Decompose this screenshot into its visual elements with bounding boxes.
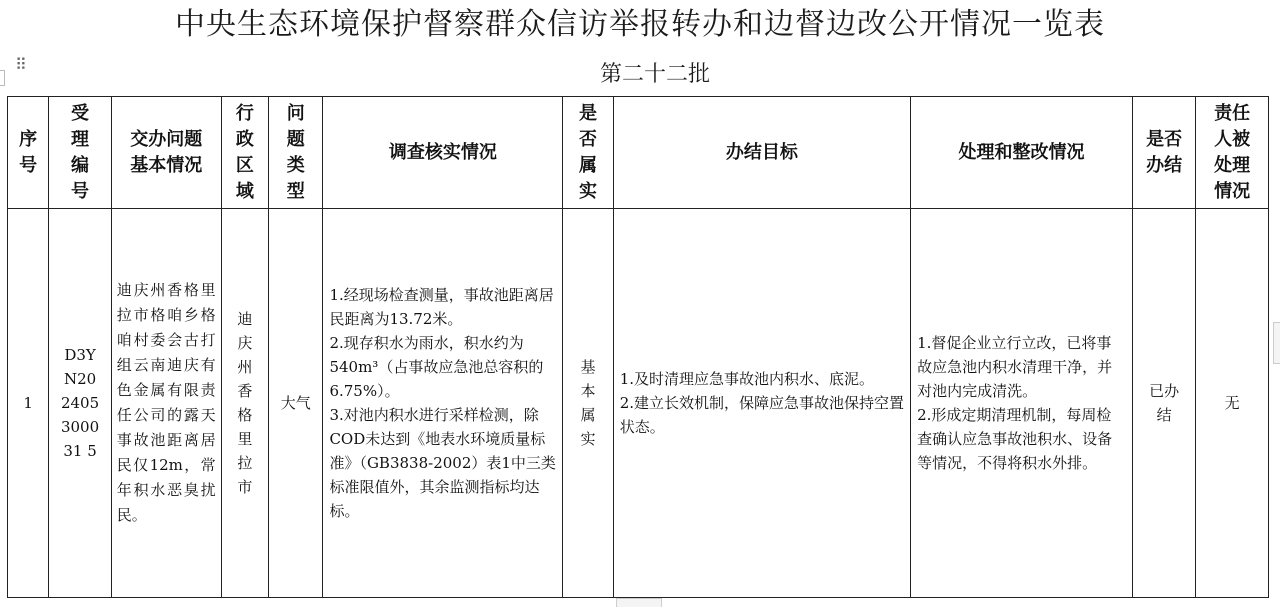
header-accountability: 责任人被处理情况 [1196, 97, 1269, 209]
investigation-item: 1.经现场检查测量，事故池距离居民距离为13.72米。 [329, 286, 554, 328]
batch-label: 第二十二批 [599, 62, 710, 87]
cell-accountability: 无 [1196, 209, 1269, 598]
cell-type: 大气 [269, 209, 323, 598]
header-type: 问题类型 [269, 97, 323, 209]
cell-verified: 基本属实 [563, 209, 613, 598]
cell-closed: 已办结 [1132, 209, 1196, 598]
page-title: 中央生态环境保护督察群众信访举报转办和边督边改公开情况一览表 [175, 7, 1105, 42]
header-verified: 是否属实 [563, 97, 613, 209]
header-target: 办结目标 [613, 97, 910, 209]
petition-table [7, 96, 1269, 598]
right-scroll-marker[interactable] [1273, 322, 1280, 364]
cell-issue: 迪庆州香格里拉市格咱乡格咱村委会古打组云南迪庆有色金属有限责任公司的露天事故池距离居民仅12m，常年积水恶臭扰民。 [111, 209, 221, 598]
drag-handle-icon[interactable]: ⠿ [15, 55, 25, 74]
cell-region: 迪庆州香格里拉市 [221, 209, 268, 598]
investigation-item: 2.现存积水为雨水，积水约为540m³（占事故应急池总容积的6.75%）。 [329, 334, 544, 400]
header-id: 受理编号 [49, 97, 111, 209]
header-investigation: 调查核实情况 [323, 97, 563, 209]
target-item: 2.建立长效机制，保障应急事故池保持空置状态。 [619, 394, 905, 436]
header-region: 行政区域 [221, 97, 268, 209]
cell-seq: 1 [8, 209, 49, 598]
header-issue: 交办问题基本情况 [111, 97, 221, 209]
cell-handling [911, 209, 1133, 598]
table-row [8, 209, 1269, 598]
cell-investigation [323, 209, 563, 598]
handling-item: 2.形成定期清理机制，每周检查确认应急事故池积水、设备等情况，不得将积水外排。 [917, 406, 1113, 472]
cell-target [613, 209, 910, 598]
header-handling: 处理和整改情况 [911, 97, 1133, 209]
cell-id: D3YN202405300031 5 [49, 209, 111, 598]
table-header-row [8, 97, 1269, 209]
header-closed: 是否办结 [1132, 97, 1196, 209]
handling-item: 1.督促企业立行立改，已将事故应急池内积水清理干净，并对池内完成清洗。 [917, 334, 1113, 400]
investigation-item: 3.对池内积水进行采样检测，除COD未达到《地表水环境质量标准》（GB3838-2002）表1中三类标准限值外，其余监测指标均达标。 [329, 406, 556, 520]
target-item: 1.及时清理应急事故池内积水、底泥。 [619, 370, 875, 388]
header-seq: 序号 [8, 97, 49, 209]
